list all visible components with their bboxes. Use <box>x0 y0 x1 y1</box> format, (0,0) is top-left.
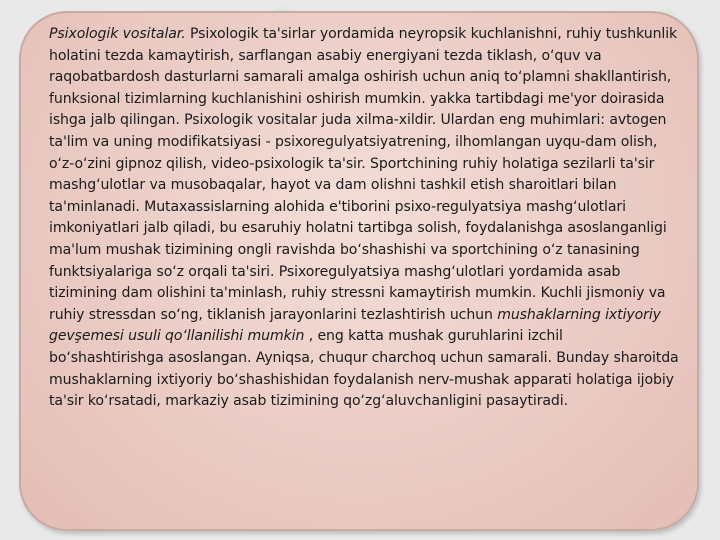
paragraph-part-1: Psixologik ta'sirlar yordamida neyropsik kuchlanishni, ruhiy tushkunlik holatini tezda kamaytirish, sarflangan asabiy energiyani tezda tiklash, o‘quv va raqobatbardosh dasturlarni samarali amalga oshirish uchun aniq to‘plamni shakllantirish, funksional tizimlarning kuchlanishini oshirish mumkin. yakka tartibdagi me'yor doirasida ishga jalb qilingan. Psixologik vositalar juda xilma-xildir. Ulardan eng muhimlari: avtogen ta'lim va uning modifikatsiyasi - psixoregulyatsiyatrening, ilhomlangan uyqu-dam olish, o‘z-o‘zini gipnoz qilish, video-psixologik ta'sir. Sportchining ruhiy holatiga sezilarli ta'sir mashg‘ulotlar va musobaqalar, hayot va dam olishni tashkil etish sharoitlari bilan ta'minlanadi. Mutaxassislarning alohida e'tiborini psixo-regulyatsiya mashg‘ulotlari imkoniyatlari jalb qiladi, bu esaruhiy holatni tartibga solish, foydalanishga asoslanganligi ma'lum mushak tizimining ongli ravishda bo‘shashishi va sportchining o‘z tanasining funktsiyalariga so‘z orqali ta'siri. Psixoregulyatsiya mashg‘ulotlari yordamida asab tizimining dam olishini ta'minlash, ruhiy stressni kamaytirish mumkin. Kuchli jismoniy va ruhiy stressdan so‘ng, tiklanish jarayonlarini tezlashtirish uchun <box>49 26 678 323</box>
italic-phrase: mushaklarning ixtiyoriy gevşemesi usuli qo‘llanilishi mumkin <box>49 306 661 345</box>
lead-term: Psixologik vositalar. <box>49 26 186 42</box>
body-paragraph <box>49 24 679 413</box>
paragraph-part-2: , eng katta mushak guruhlarini izchil bo‘shashtirishga asoslangan. Ayniqsa, chuqur charchoq uchun samarali. Bunday sharoitda mushaklarning ixtiyoriy bo‘shashishidan foydalanish nerv-mushak apparati holatiga ijobiy ta'sir ko‘rsatadi, markaziy asab tizimining qo‘zg‘aluvchanligini pasaytiradi. <box>49 328 679 410</box>
